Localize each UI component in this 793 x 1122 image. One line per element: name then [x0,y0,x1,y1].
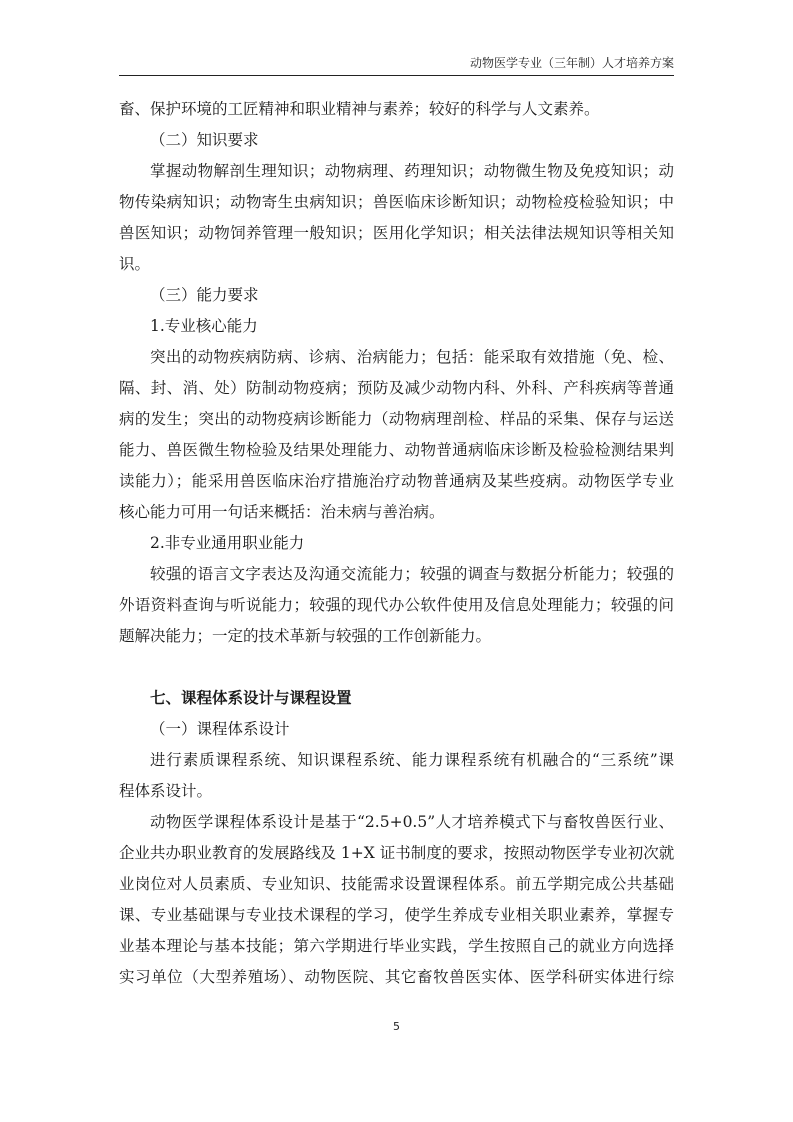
core-ability-line-1: 突出的动物疾病防病、诊病、治病能力；包括：能采取有效措施（免、检、 [150,348,674,366]
general-ability-heading: 2.非专业通用职业能力 [150,534,305,552]
course-design-line-2: 程体系设计。 [119,782,213,800]
ability-heading: （三）能力要求 [150,286,259,304]
core-ability-line-3: 病的发生；突出的动物疫病诊断能力（动物病理剖检、样品的采集、保存与运送 [119,410,674,428]
running-header [119,55,674,76]
course-system-line-5: 业基本理论与基本技能；第六学期进行毕业实践，学生按照自己的就业方向选择 [119,937,674,955]
knowledge-line-2: 物传染病知识；动物寄生虫病知识；兽医临床诊断知识；动物检疫检验知识；中 [119,193,674,211]
core-ability-line-6: 核心能力可用一句话来概括：治未病与善治病。 [119,503,445,521]
core-ability-line-5: 读能力）；能采用兽医临床治疗措施治疗动物普通病及某些疫病。动物医学专业 [119,472,674,490]
core-ability-heading: 1.专业核心能力 [150,317,258,335]
knowledge-line-1: 掌握动物解剖生理知识；动物病理、药理知识；动物微生物及免疫知识；动 [150,162,674,180]
section7-title: 七、课程体系设计与课程设置 [150,689,352,707]
core-ability-line-4: 能力、兽医微生物检验及结果处理能力、动物普通病临床诊断及检验检测结果判 [119,441,674,459]
course-system-line-1: 动物医学课程体系设计是基于“2.5+0.5”人才培养模式下与畜牧兽医行业、 [150,813,674,831]
course-design-line-1: 进行素质课程系统、知识课程系统、能力课程系统有机融合的“三系统”课 [150,751,674,769]
knowledge-line-3: 兽医知识；动物饲养管理一般知识；医用化学知识；相关法律法规知识等相关知 [119,224,674,242]
running-header-title: 动物医学专业（三年制）人才培养方案 [469,56,674,70]
page-number: 5 [393,1020,400,1033]
course-design-heading: （一）课程体系设计 [150,720,290,738]
section-gap [119,652,674,683]
course-system-line-4: 课、专业基础课与专业技术课程的学习，使学生养成专业相关职业素养，掌握专 [119,906,674,924]
general-ability-line-2: 外语资料查询与听说能力；较强的现代办公软件使用及信息处理能力；较强的问 [119,596,674,614]
page-body [119,94,674,993]
core-ability-line-2: 隔、封、消、处）防制动物疫病；预防及减少动物内科、外科、产科疾病等普通 [119,379,674,397]
general-ability-line-1: 较强的语言文字表达及沟通交流能力；较强的调查与数据分析能力；较强的 [150,565,674,583]
course-system-line-2: 企业共办职业教育的发展路线及 1+X 证书制度的要求，按照动物医学专业初次就 [119,844,674,862]
general-ability-line-3: 题解决能力；一定的技术革新与较强的工作创新能力。 [119,627,492,645]
course-system-line-6: 实习单位（大型养殖场）、动物医院、其它畜牧兽医实体、医学科研实体进行综 [119,968,674,986]
course-system-line-3: 业岗位对人员素质、专业知识、技能需求设置课程体系。前五学期完成公共基础 [119,875,674,893]
knowledge-heading: （二）知识要求 [150,131,259,149]
paragraph-line: 畜、保护环境的工匠精神和职业精神与素养；较好的科学与人文素养。 [119,100,600,118]
knowledge-line-4: 识。 [119,255,151,273]
